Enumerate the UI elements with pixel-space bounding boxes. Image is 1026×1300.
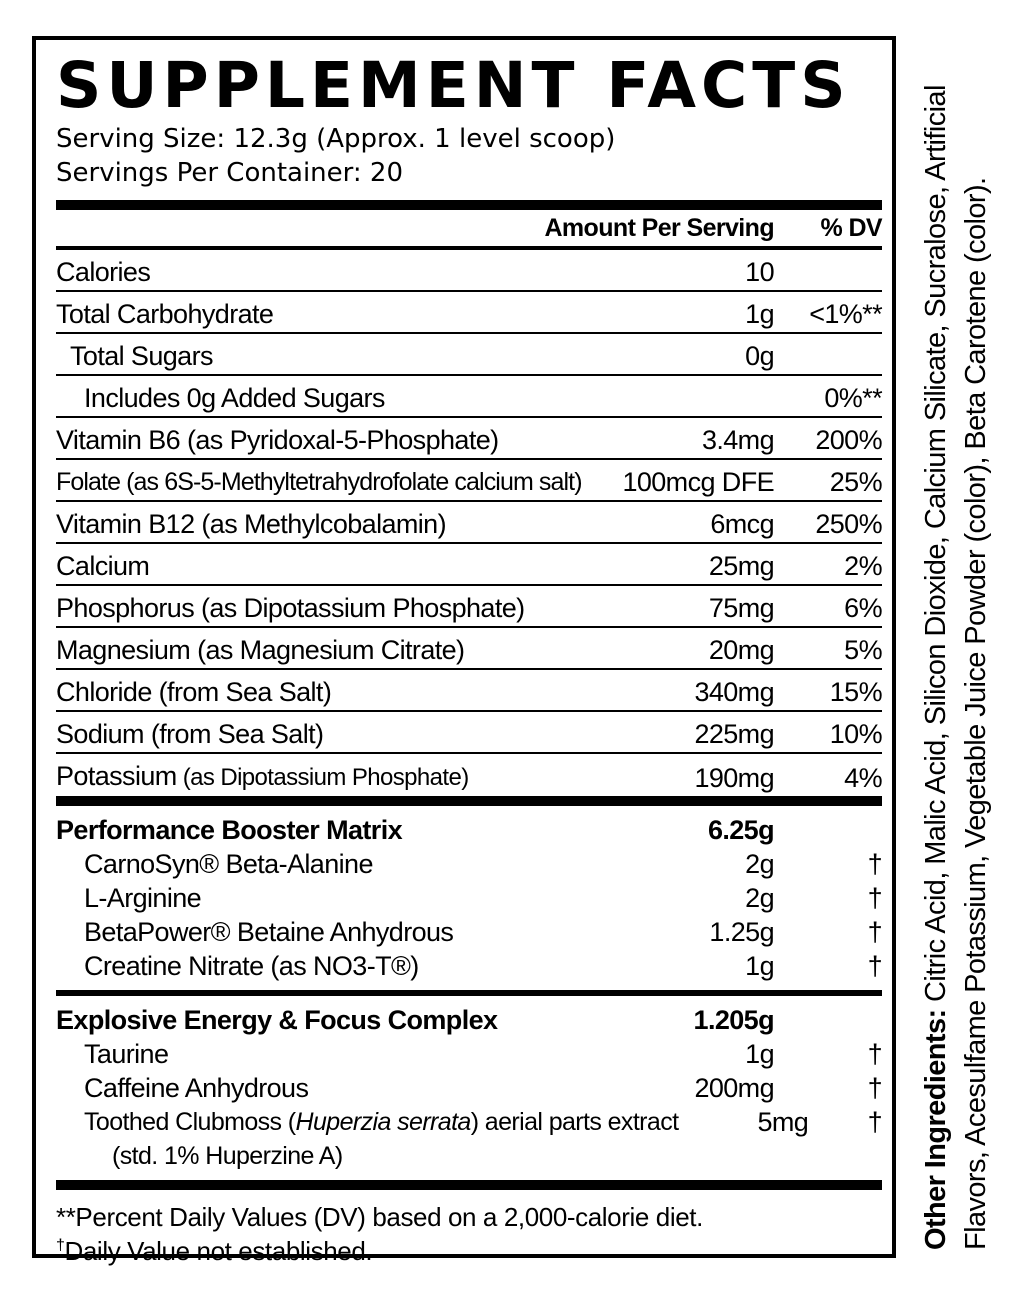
nutrient-name xyxy=(56,719,584,749)
nutrient-dv: 0%** xyxy=(824,383,882,413)
blend-item-amount: 200mg xyxy=(694,1073,774,1103)
nutrient-row xyxy=(56,418,882,460)
blend-item-dv: † xyxy=(867,1073,882,1103)
nutrient-amount: 190mg xyxy=(694,763,774,793)
nutrient-row xyxy=(56,292,882,334)
blend-header xyxy=(56,1002,882,1036)
nutrient-name xyxy=(56,299,584,329)
blend-item-amount: 2g xyxy=(745,883,774,913)
nutrient-amount: 0g xyxy=(745,341,774,371)
nutrient-amount: 100mcg DFE xyxy=(622,467,774,497)
blend-item-amount: 5mg xyxy=(757,1107,809,1137)
nutrient-name-text: Sodium (from Sea Salt) xyxy=(56,719,324,749)
nutrient-amount: 340mg xyxy=(694,677,774,707)
nutrient-row xyxy=(56,754,882,796)
nutrient-name xyxy=(56,383,584,413)
nutrient-name xyxy=(56,425,584,455)
blend-note xyxy=(56,1138,882,1172)
nutrient-dv: 15% xyxy=(829,677,882,707)
nutrient-name-text: Total Sugars xyxy=(70,341,213,371)
nutrient-name xyxy=(56,509,584,539)
nutrient-name-detail: (as Dipotassium Phosphate) xyxy=(176,764,469,791)
nutrient-dv: <1%** xyxy=(809,299,882,329)
blend-item-amount: 1.25g xyxy=(709,917,774,947)
footnote-dv-basis: **Percent Daily Values (DV) based on a 2,000-calorie diet. xyxy=(56,1202,703,1232)
nutrient-table xyxy=(56,250,882,796)
blend-item xyxy=(56,1104,882,1138)
blend-item-name-text: CarnoSyn® Beta-Alanine xyxy=(84,849,373,879)
nutrient-name-text: Potassium xyxy=(56,761,177,791)
nutrient-row xyxy=(56,586,882,628)
blend-item-name xyxy=(56,848,584,880)
nutrient-name-text: Phosphorus (as Dipotassium Phosphate) xyxy=(56,593,525,623)
divider-thick xyxy=(56,200,882,210)
nutrient-dv: 4% xyxy=(844,763,882,793)
nutrient-dv: 250% xyxy=(815,509,882,539)
blend-item-dv: † xyxy=(867,883,882,913)
supplement-facts-panel xyxy=(32,36,896,1266)
nutrient-name-text: Chloride (from Sea Salt) xyxy=(56,677,332,707)
dv-header: % DV xyxy=(820,214,882,242)
nutrient-amount: 3.4mg xyxy=(701,425,774,455)
nutrient-row xyxy=(56,712,882,754)
nutrient-amount: 10 xyxy=(745,257,774,287)
blend-item-name xyxy=(56,1072,584,1104)
nutrient-dv: 25% xyxy=(829,467,882,497)
nutrient-row xyxy=(56,628,882,670)
blend-group xyxy=(56,996,882,1172)
blend-item xyxy=(56,1036,882,1070)
nutrient-amount: 6mcg xyxy=(710,509,774,539)
dagger-mark: † xyxy=(56,1237,65,1254)
nutrient-amount: 75mg xyxy=(708,593,774,623)
nutrient-amount: 20mg xyxy=(708,635,774,665)
nutrient-row xyxy=(56,460,882,502)
nutrient-name xyxy=(56,635,584,665)
nutrient-name xyxy=(56,257,584,287)
blend-group xyxy=(56,806,882,982)
blend-item xyxy=(56,846,882,880)
blend-item xyxy=(56,914,882,948)
amount-header: Amount Per Serving xyxy=(544,214,774,242)
blend-item-name-text: Taurine xyxy=(84,1039,169,1069)
blend-item-amount: 1g xyxy=(745,951,774,981)
nutrient-amount: 25mg xyxy=(708,551,774,581)
blend-amount: 1.205g xyxy=(693,1005,774,1035)
footnotes xyxy=(56,1200,882,1268)
nutrient-row xyxy=(56,502,882,544)
nutrient-name-text: Folate (as 6S-5-Methyltetrahydrofolate calcium salt) xyxy=(56,468,582,496)
blend-item-amount: 1g xyxy=(745,1039,774,1069)
nutrient-name-text: Calories xyxy=(56,257,151,287)
column-header-row xyxy=(56,210,882,250)
nutrient-name xyxy=(56,593,584,623)
nutrient-name xyxy=(56,677,584,707)
blend-item-dv: † xyxy=(867,1107,882,1137)
blend-item-name xyxy=(56,1106,678,1138)
blend-item-dv: † xyxy=(867,1039,882,1069)
footnote-dagger xyxy=(56,1234,882,1268)
blend-item xyxy=(56,880,882,914)
blend-item-name-text: Caffeine Anhydrous xyxy=(84,1073,309,1103)
divider-thick xyxy=(56,1180,882,1190)
blend-item-name-text: BetaPower® Betaine Anhydrous xyxy=(84,917,454,947)
nutrient-amount: 225mg xyxy=(694,719,774,749)
nutrient-name-text: Magnesium (as Magnesium Citrate) xyxy=(56,635,465,665)
other-ingredients-label: Other Ingredients: xyxy=(920,1009,952,1250)
blend-item-dv: † xyxy=(867,849,882,879)
blend-amount: 6.25g xyxy=(707,815,774,845)
nutrient-row xyxy=(56,334,882,376)
nutrient-row xyxy=(56,544,882,586)
blend-item-amount: 2g xyxy=(745,849,774,879)
nutrient-name xyxy=(56,551,584,581)
nutrient-dv: 5% xyxy=(844,635,882,665)
nutrient-name xyxy=(56,467,584,497)
blend-name: Performance Booster Matrix xyxy=(56,815,403,845)
blend-item-name xyxy=(56,882,584,914)
other-ingredients xyxy=(916,50,1016,1250)
blend-item-name-suffix: ) aerial parts extract xyxy=(470,1108,679,1136)
other-ingredients-text: Citric Acid, Malic Acid, Silicon Dioxide, Calcium Silicate, Sucralose, Artificial Flavors, Acesulfame Potassium, Vegetable Juice Powder (color), Beta Carotene (color). xyxy=(920,85,992,1250)
nutrient-row xyxy=(56,376,882,418)
blend-item-dv: † xyxy=(867,951,882,981)
nutrient-name-text: Vitamin B6 (as Pyridoxal-5-Phosphate) xyxy=(56,425,499,455)
nutrient-name-text: Vitamin B12 (as Methylcobalamin) xyxy=(56,509,446,539)
nutrient-dv: 6% xyxy=(844,593,882,623)
blend-note-text: (std. 1% Huperzine A) xyxy=(112,1142,343,1170)
nutrient-name xyxy=(56,761,584,793)
nutrient-row xyxy=(56,250,882,292)
nutrient-name-text: Includes 0g Added Sugars xyxy=(84,383,385,413)
blend-item-name xyxy=(56,1038,584,1070)
blend-header xyxy=(56,812,882,846)
nutrient-dv: 200% xyxy=(815,425,882,455)
blend-item-name-italic: Huperzia serrata xyxy=(295,1108,471,1136)
blend-item-name-text: Creatine Nitrate (as NO3-T®) xyxy=(84,951,419,981)
blend-item-name xyxy=(56,916,584,948)
blend-name: Explosive Energy & Focus Complex xyxy=(56,1005,498,1035)
servings-per-container: Servings Per Container: 20 xyxy=(56,158,404,188)
blend-item xyxy=(56,948,882,982)
blend-section xyxy=(56,806,882,1172)
nutrient-dv: 2% xyxy=(844,551,882,581)
blend-item-name-prefix: Toothed Clubmoss ( xyxy=(84,1108,296,1136)
blend-item-name xyxy=(56,950,584,982)
divider-thick xyxy=(56,796,882,806)
nutrient-name-text: Calcium xyxy=(56,551,150,581)
nutrient-dv: 10% xyxy=(829,719,882,749)
nutrient-name-text: Total Carbohydrate xyxy=(56,299,274,329)
nutrient-name xyxy=(56,341,584,371)
serving-size: Serving Size: 12.3g (Approx. 1 level scoop) xyxy=(56,124,616,154)
footnote-dagger-text: Daily Value not established. xyxy=(64,1236,373,1266)
nutrient-amount: 1g xyxy=(745,299,774,329)
blend-item-name-text: L-Arginine xyxy=(84,883,202,913)
panel-title: SUPPLEMENT FACTS xyxy=(56,49,851,122)
blend-item xyxy=(56,1070,882,1104)
nutrient-row xyxy=(56,670,882,712)
blend-item-dv: † xyxy=(867,917,882,947)
